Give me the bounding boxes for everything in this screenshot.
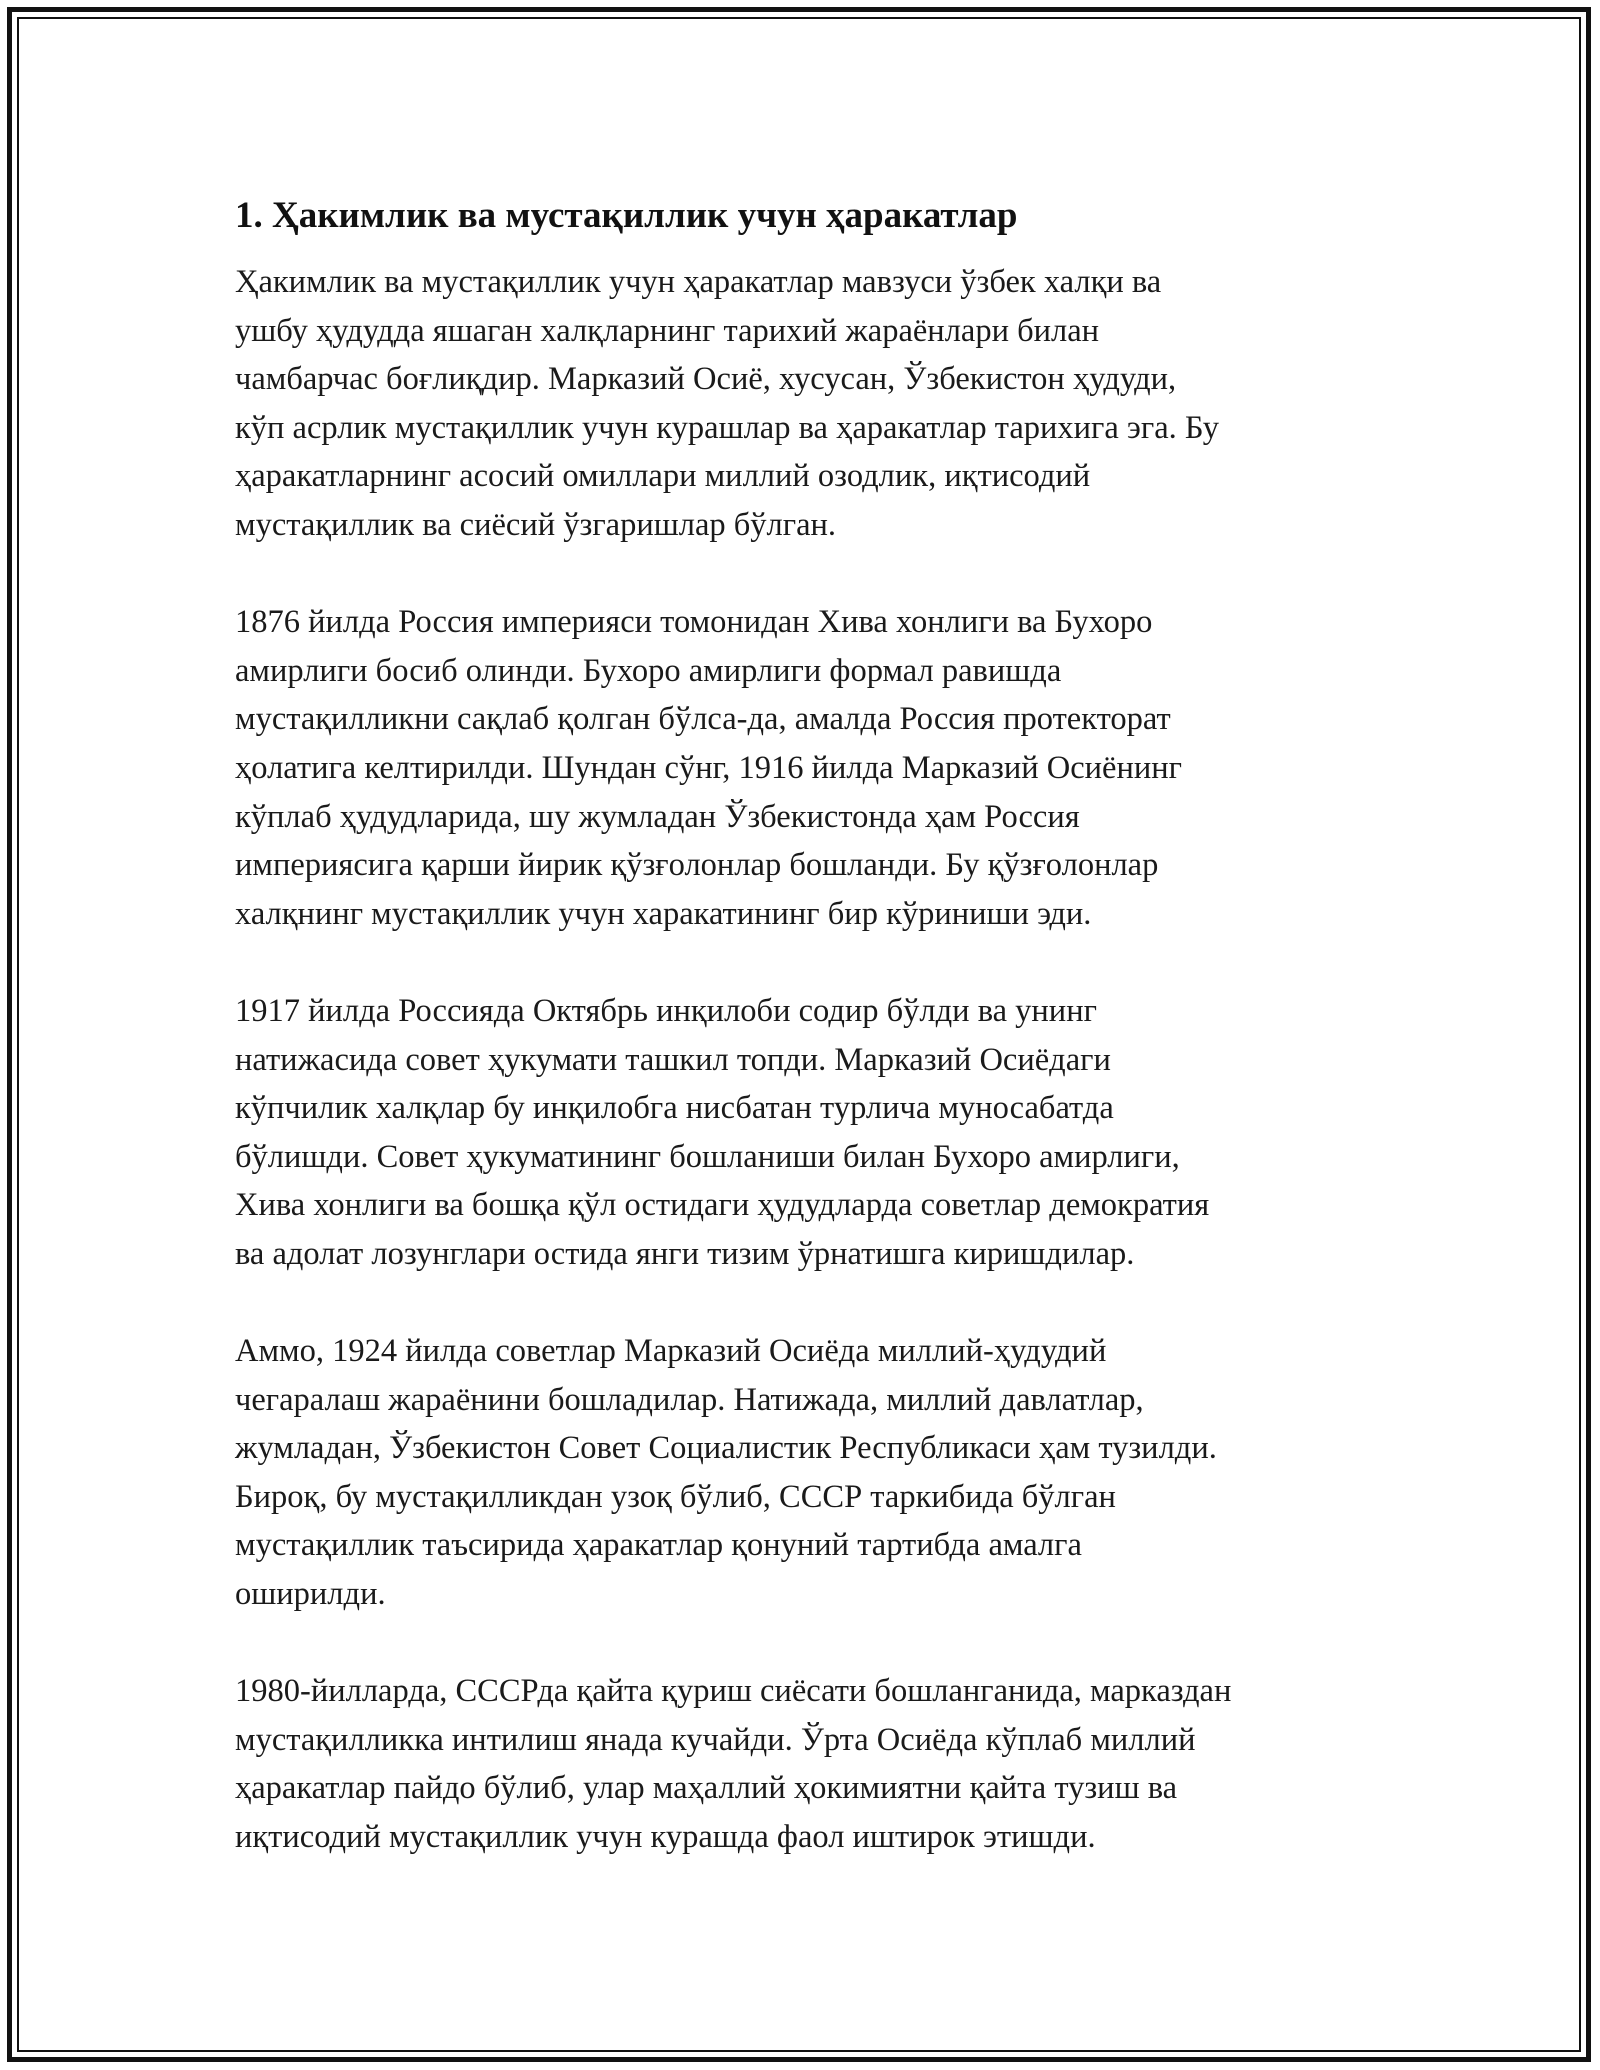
paragraph-3 [235,987,1385,1279]
paragraph-line: Бироқ, бу мустақилликдан узоқ бўлиб, СССР таркибида бўлган [235,1478,1116,1515]
paragraph-line: Ҳакимлик ва мустақиллик учун ҳаракатлар мавзуси ўзбек халқи ва [235,264,1162,300]
paragraph-line: 1917 йилда Россияда Октябрь инқилоби содир бўлди ва унинг [235,992,1097,1029]
paragraph-line: ҳаракатларнинг асосий омиллари миллий озодлик, иқтисодий [235,458,1091,495]
paragraph-line: 1980-йилларда, СССРда қайта қуриш сиёсати бошланганида, марказдан [235,1673,1232,1710]
paragraph-line: Хива хонлиги ва бошқа қўл остидаги ҳудудларда советлар демократия [235,1187,1210,1224]
paragraph-line: 1876 йилда Россия империяси томонидан Хива хонлиги ва Бухоро [235,604,1153,641]
paragraph-1 [235,258,1385,550]
paragraph-line: жумладан, Ўзбекистон Совет Социалистик Республикаси ҳам тузилди. [235,1430,1217,1467]
paragraph-line: мустақилликка интилиш янада кучайди. Ўрта Осиёда кўплаб миллий [235,1721,1196,1758]
paragraph-line: чамбарчас боғлиқдир. Марказий Осиё, хусусан, Ўзбекистон ҳудуди, [235,361,1177,398]
section-heading: 1. Ҳакимлик ва мустақиллик учун ҳаракатлар [235,195,1018,236]
paragraph-line: мустақиллик таъсирида ҳаракатлар қонуний тартибда амалга [235,1527,1082,1564]
paragraph-line: империясига қарши йирик қўзғолонлар бошланди. Бу қўзғолонлар [235,847,1159,884]
paragraph-line: бўлишди. Совет ҳукуматининг бошланиши билан Бухоро амирлиги, [235,1138,1180,1175]
paragraph-line: кўпчилик халқлар бу инқилобга нисбатан турлича муносабатда [235,1090,1114,1127]
paragraph-line: ҳаракатлар пайдо бўлиб, улар маҳаллий ҳокимиятни қайта тузиш ва [235,1770,1178,1807]
paragraph-line: ва адолат лозунглари остида янги тизим ўрнатишга киришдилар. [235,1235,1135,1272]
paragraph-2 [235,598,1385,938]
paragraph-line: кўплаб ҳудудларида, шу жумладан Ўзбекистонда ҳам Россия [235,798,1080,835]
paragraph-line: халқнинг мустақиллик учун харакатининг бир кўриниши эди. [235,895,1092,932]
paragraph-line: кўп асрлик мустақиллик учун курашлар ва ҳаракатлар тарихига эга. Бу [235,409,1219,446]
document-body [235,188,1385,1910]
paragraph-line: мустақиллик ва сиёсий ўзгаришлар бўлган. [235,506,837,543]
paragraph-line: натижасида совет ҳукумати ташкил топди. Марказий Осиёдаги [235,1041,1111,1078]
paragraph-4 [235,1327,1385,1619]
paragraph-line: оширилди. [235,1576,386,1613]
paragraph-line: Аммо, 1924 йилда советлар Марказий Осиёда миллий-ҳудудий [235,1333,1107,1370]
paragraph-line: ҳолатига келтирилди. Шундан сўнг, 1916 йилда Марказий Осиёнинг [235,749,1182,786]
paragraph-line: чегаралаш жараёнини бошладилар. Натижада, миллий давлатлар, [235,1381,1144,1418]
paragraph-line: амирлиги босиб олинди. Бухоро амирлиги формал равишда [235,652,1062,689]
paragraph-line: иқтисодий мустақиллик учун курашда фаол иштирок этишди. [235,1819,1096,1855]
paragraph-5 [235,1667,1385,1861]
paragraph-line: мустақилликни сақлаб қолган бўлса-да, амалда Россия протекторат [235,701,1171,738]
paragraph-line: ушбу ҳудудда яшаган халқларнинг тарихий жараёнлари билан [235,312,1100,349]
